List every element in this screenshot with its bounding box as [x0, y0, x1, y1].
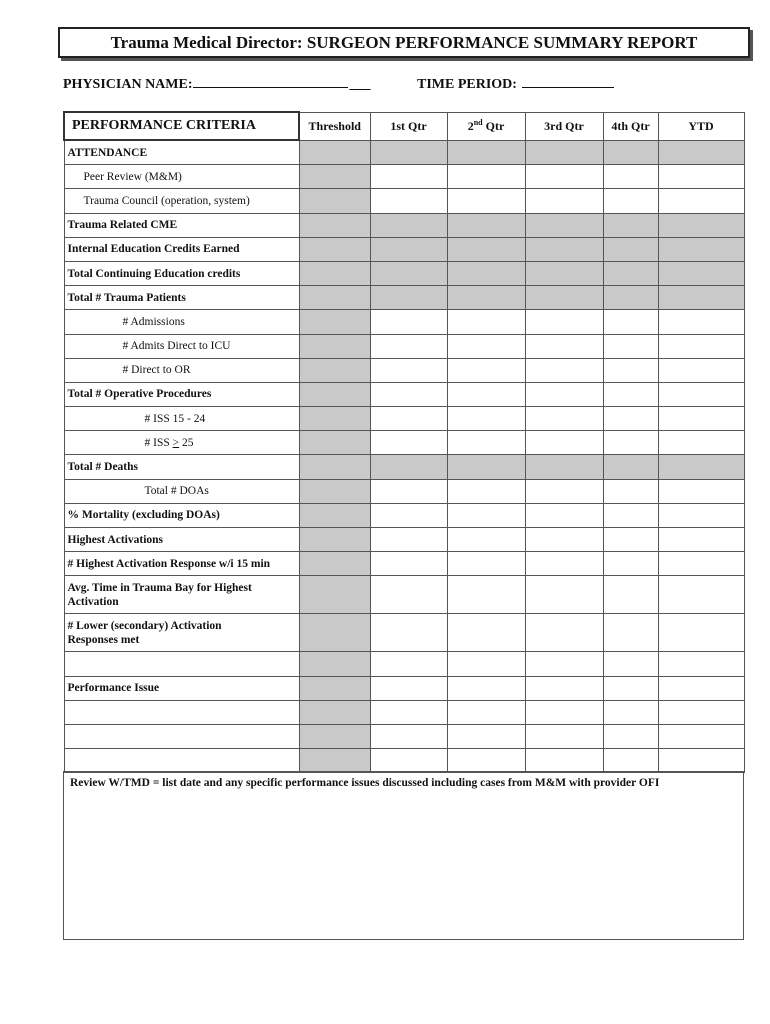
- table-row: [64, 455, 744, 479]
- cell-q4[interactable]: [603, 189, 658, 213]
- cell-ytd[interactable]: [658, 310, 744, 334]
- cell-q2[interactable]: [447, 552, 525, 576]
- row-label: Internal Education Credits Earned: [64, 237, 299, 261]
- cell-ytd[interactable]: [658, 431, 744, 455]
- cell-q3[interactable]: [525, 528, 603, 552]
- performance-table: [63, 111, 745, 773]
- cell-threshold[interactable]: [299, 652, 370, 676]
- row-label[interactable]: [64, 724, 299, 748]
- cell-ytd[interactable]: [658, 382, 744, 406]
- row-label: Total # Operative Procedures: [64, 382, 299, 406]
- cell-q4[interactable]: [603, 213, 658, 237]
- cell-q1[interactable]: [370, 676, 447, 700]
- cell-ytd[interactable]: [658, 652, 744, 676]
- cell-threshold[interactable]: [299, 614, 370, 652]
- cell-threshold[interactable]: [299, 407, 370, 431]
- cell-q1[interactable]: [370, 503, 447, 527]
- cell-q3[interactable]: [525, 261, 603, 285]
- cell-threshold[interactable]: [299, 165, 370, 189]
- cell-q4[interactable]: [603, 503, 658, 527]
- cell-threshold[interactable]: [299, 479, 370, 503]
- table-row: [64, 261, 744, 285]
- physician-name-label: PHYSICIAN NAME:: [63, 77, 193, 92]
- cell-q2[interactable]: [447, 700, 525, 724]
- cell-q2[interactable]: [447, 334, 525, 358]
- table-row: [64, 237, 744, 261]
- review-instructions: Review W/TMD = list date and any specific performance issues discussed including cases from M&M with provider OFI: [70, 777, 660, 789]
- cell-q3[interactable]: [525, 358, 603, 382]
- cell-ytd[interactable]: [658, 261, 744, 285]
- cell-q2[interactable]: [447, 749, 525, 773]
- table-row: [64, 576, 744, 614]
- cell-q3[interactable]: [525, 503, 603, 527]
- row-label: Peer Review (M&M): [64, 165, 299, 189]
- header-q4: 4th Qtr: [603, 112, 658, 140]
- cell-threshold[interactable]: [299, 724, 370, 748]
- cell-q4[interactable]: [603, 576, 658, 614]
- cell-q4[interactable]: [603, 700, 658, 724]
- table-row: [64, 431, 744, 455]
- cell-q1[interactable]: [370, 189, 447, 213]
- time-period-row: [417, 75, 614, 93]
- cell-threshold[interactable]: [299, 749, 370, 773]
- physician-name-field-tail: ___: [349, 77, 371, 92]
- row-label-line2: Responses met: [67, 633, 140, 646]
- cell-q2[interactable]: [447, 407, 525, 431]
- table-row: [64, 724, 744, 748]
- row-label: [64, 431, 299, 455]
- cell-q2[interactable]: [447, 310, 525, 334]
- row-label: # Direct to OR: [64, 358, 299, 382]
- header-ytd: YTD: [658, 112, 744, 140]
- cell-q4[interactable]: [603, 652, 658, 676]
- table-row: [64, 382, 744, 406]
- cell-q2[interactable]: [447, 382, 525, 406]
- cell-q2[interactable]: [447, 676, 525, 700]
- table-row: [64, 334, 744, 358]
- table-row: [64, 749, 744, 773]
- row-label-post: 25: [179, 436, 194, 449]
- cell-ytd[interactable]: [658, 286, 744, 310]
- cell-q3[interactable]: [525, 576, 603, 614]
- row-label[interactable]: [64, 652, 299, 676]
- cell-threshold[interactable]: [299, 700, 370, 724]
- row-label: Highest Activations: [64, 528, 299, 552]
- cell-threshold[interactable]: [299, 382, 370, 406]
- cell-q3[interactable]: [525, 140, 603, 165]
- header-q2: [447, 112, 525, 140]
- table-row: [64, 503, 744, 527]
- cell-threshold[interactable]: [299, 676, 370, 700]
- cell-q2[interactable]: [447, 724, 525, 748]
- table-row: [64, 614, 744, 652]
- cell-q1[interactable]: [370, 237, 447, 261]
- cell-q4[interactable]: [603, 552, 658, 576]
- cell-q1[interactable]: [370, 431, 447, 455]
- row-label: Trauma Council (operation, system): [64, 189, 299, 213]
- cell-threshold[interactable]: [299, 503, 370, 527]
- header-q2-tail: Qtr: [482, 119, 505, 133]
- table-row: [64, 552, 744, 576]
- cell-q4[interactable]: [603, 479, 658, 503]
- row-label-line1: Avg. Time in Trauma Bay for Highest: [67, 581, 252, 594]
- cell-ytd[interactable]: [658, 676, 744, 700]
- cell-q1[interactable]: [370, 576, 447, 614]
- row-label-pre: # ISS: [144, 436, 173, 449]
- cell-q4[interactable]: [603, 165, 658, 189]
- cell-q3[interactable]: [525, 700, 603, 724]
- cell-q1[interactable]: [370, 358, 447, 382]
- cell-q4[interactable]: [603, 140, 658, 165]
- cell-threshold[interactable]: [299, 576, 370, 614]
- header-threshold: Threshold: [299, 112, 370, 140]
- table-row: [64, 165, 744, 189]
- cell-q2[interactable]: [447, 431, 525, 455]
- cell-q1[interactable]: [370, 455, 447, 479]
- row-label-line2: Activation: [67, 595, 119, 608]
- cell-q1[interactable]: [370, 724, 447, 748]
- table-row: [64, 140, 744, 165]
- cell-threshold[interactable]: [299, 310, 370, 334]
- cell-q2[interactable]: [447, 358, 525, 382]
- cell-q2[interactable]: [447, 286, 525, 310]
- table-row: [64, 652, 744, 676]
- row-label: # Highest Activation Response w/i 15 min: [64, 552, 299, 576]
- row-label: Trauma Related CME: [64, 213, 299, 237]
- row-label: [64, 614, 299, 652]
- cell-q3[interactable]: [525, 334, 603, 358]
- header-performance-criteria: PERFORMANCE CRITERIA: [64, 112, 299, 140]
- cell-q3[interactable]: [525, 165, 603, 189]
- cell-q4[interactable]: [603, 286, 658, 310]
- cell-q1[interactable]: [370, 552, 447, 576]
- cell-q4[interactable]: [603, 676, 658, 700]
- cell-q3[interactable]: [525, 310, 603, 334]
- cell-q2[interactable]: [447, 237, 525, 261]
- header-q2-sup: nd: [473, 118, 483, 127]
- cell-q1[interactable]: [370, 652, 447, 676]
- physician-name-row: [63, 75, 371, 93]
- cell-q1[interactable]: [370, 286, 447, 310]
- cell-ytd[interactable]: [658, 528, 744, 552]
- row-label: # Admissions: [64, 310, 299, 334]
- cell-q1[interactable]: [370, 528, 447, 552]
- table-row: [64, 676, 744, 700]
- cell-q4[interactable]: [603, 382, 658, 406]
- cell-ytd[interactable]: [658, 358, 744, 382]
- row-label-geq: >: [172, 436, 180, 449]
- cell-q3[interactable]: [525, 676, 603, 700]
- cell-q3[interactable]: [525, 237, 603, 261]
- table-header-row: [64, 112, 744, 140]
- cell-q4[interactable]: [603, 334, 658, 358]
- cell-q3[interactable]: [525, 479, 603, 503]
- cell-q1[interactable]: [370, 310, 447, 334]
- cell-q2[interactable]: [447, 503, 525, 527]
- cell-q4[interactable]: [603, 358, 658, 382]
- cell-threshold[interactable]: [299, 528, 370, 552]
- cell-q1[interactable]: [370, 700, 447, 724]
- cell-q2[interactable]: [447, 261, 525, 285]
- cell-threshold[interactable]: [299, 552, 370, 576]
- row-label-line1: # Lower (secondary) Activation: [67, 619, 222, 632]
- cell-ytd[interactable]: [658, 614, 744, 652]
- cell-ytd[interactable]: [658, 140, 744, 165]
- row-label: [64, 576, 299, 614]
- cell-ytd[interactable]: [658, 700, 744, 724]
- cell-q4[interactable]: [603, 749, 658, 773]
- cell-q3[interactable]: [525, 189, 603, 213]
- cell-threshold[interactable]: [299, 189, 370, 213]
- cell-q3[interactable]: [525, 455, 603, 479]
- row-label[interactable]: [64, 749, 299, 773]
- cell-threshold[interactable]: [299, 431, 370, 455]
- cell-threshold[interactable]: [299, 213, 370, 237]
- cell-q3[interactable]: [525, 213, 603, 237]
- row-label: Total # Deaths: [64, 455, 299, 479]
- cell-q1[interactable]: [370, 140, 447, 165]
- cell-ytd[interactable]: [658, 213, 744, 237]
- table-row: [64, 528, 744, 552]
- cell-q3[interactable]: [525, 286, 603, 310]
- cell-threshold[interactable]: [299, 286, 370, 310]
- cell-q4[interactable]: [603, 431, 658, 455]
- cell-ytd[interactable]: [658, 724, 744, 748]
- table-row: [64, 479, 744, 503]
- header-q1: 1st Qtr: [370, 112, 447, 140]
- cell-threshold[interactable]: [299, 455, 370, 479]
- cell-threshold[interactable]: [299, 358, 370, 382]
- cell-q2[interactable]: [447, 213, 525, 237]
- table-row: [64, 213, 744, 237]
- review-notes-box[interactable]: [63, 771, 744, 940]
- cell-threshold[interactable]: [299, 140, 370, 165]
- row-label: # ISS 15 - 24: [64, 407, 299, 431]
- cell-q1[interactable]: [370, 749, 447, 773]
- cell-q2[interactable]: [447, 479, 525, 503]
- cell-q4[interactable]: [603, 528, 658, 552]
- cell-ytd[interactable]: [658, 237, 744, 261]
- time-period-label: TIME PERIOD:: [417, 77, 517, 92]
- time-period-field[interactable]: [522, 75, 614, 88]
- cell-q4[interactable]: [603, 614, 658, 652]
- cell-q1[interactable]: [370, 213, 447, 237]
- cell-q1[interactable]: [370, 165, 447, 189]
- cell-q2[interactable]: [447, 614, 525, 652]
- physician-name-field[interactable]: [193, 75, 348, 88]
- cell-q4[interactable]: [603, 724, 658, 748]
- cell-ytd[interactable]: [658, 455, 744, 479]
- cell-ytd[interactable]: [658, 552, 744, 576]
- cell-q3[interactable]: [525, 431, 603, 455]
- cell-q1[interactable]: [370, 334, 447, 358]
- row-label: Performance Issue: [64, 676, 299, 700]
- table-row: [64, 286, 744, 310]
- cell-ytd[interactable]: [658, 749, 744, 773]
- cell-q2[interactable]: [447, 140, 525, 165]
- cell-q3[interactable]: [525, 652, 603, 676]
- cell-ytd[interactable]: [658, 407, 744, 431]
- cell-q4[interactable]: [603, 407, 658, 431]
- cell-ytd[interactable]: [658, 503, 744, 527]
- table-row: [64, 700, 744, 724]
- row-label: Total # DOAs: [64, 479, 299, 503]
- cell-q4[interactable]: [603, 237, 658, 261]
- row-label: Total Continuing Education credits: [64, 261, 299, 285]
- table-row: [64, 407, 744, 431]
- row-label: Total # Trauma Patients: [64, 286, 299, 310]
- cell-ytd[interactable]: [658, 165, 744, 189]
- cell-q2[interactable]: [447, 652, 525, 676]
- cell-threshold[interactable]: [299, 334, 370, 358]
- table-row: [64, 189, 744, 213]
- row-label: ATTENDANCE: [64, 140, 299, 165]
- cell-q3[interactable]: [525, 724, 603, 748]
- report-title: Trauma Medical Director: SURGEON PERFORMANCE SUMMARY REPORT: [58, 27, 750, 58]
- cell-q4[interactable]: [603, 310, 658, 334]
- cell-q2[interactable]: [447, 455, 525, 479]
- cell-q3[interactable]: [525, 749, 603, 773]
- cell-q3[interactable]: [525, 382, 603, 406]
- cell-q1[interactable]: [370, 407, 447, 431]
- cell-q1[interactable]: [370, 479, 447, 503]
- cell-q4[interactable]: [603, 455, 658, 479]
- row-label: % Mortality (excluding DOAs): [64, 503, 299, 527]
- cell-ytd[interactable]: [658, 479, 744, 503]
- cell-ytd[interactable]: [658, 334, 744, 358]
- cell-threshold[interactable]: [299, 237, 370, 261]
- header-q2-num: 2: [467, 119, 474, 133]
- cell-q3[interactable]: [525, 552, 603, 576]
- table-row: [64, 310, 744, 334]
- cell-q2[interactable]: [447, 528, 525, 552]
- cell-q2[interactable]: [447, 165, 525, 189]
- header-q3: 3rd Qtr: [525, 112, 603, 140]
- cell-q1[interactable]: [370, 261, 447, 285]
- row-label: # Admits Direct to ICU: [64, 334, 299, 358]
- cell-q1[interactable]: [370, 614, 447, 652]
- cell-q3[interactable]: [525, 614, 603, 652]
- cell-q2[interactable]: [447, 576, 525, 614]
- cell-q2[interactable]: [447, 189, 525, 213]
- cell-ytd[interactable]: [658, 189, 744, 213]
- cell-ytd[interactable]: [658, 576, 744, 614]
- cell-q4[interactable]: [603, 261, 658, 285]
- cell-threshold[interactable]: [299, 261, 370, 285]
- cell-q3[interactable]: [525, 407, 603, 431]
- cell-q1[interactable]: [370, 382, 447, 406]
- table-row: [64, 358, 744, 382]
- row-label[interactable]: [64, 700, 299, 724]
